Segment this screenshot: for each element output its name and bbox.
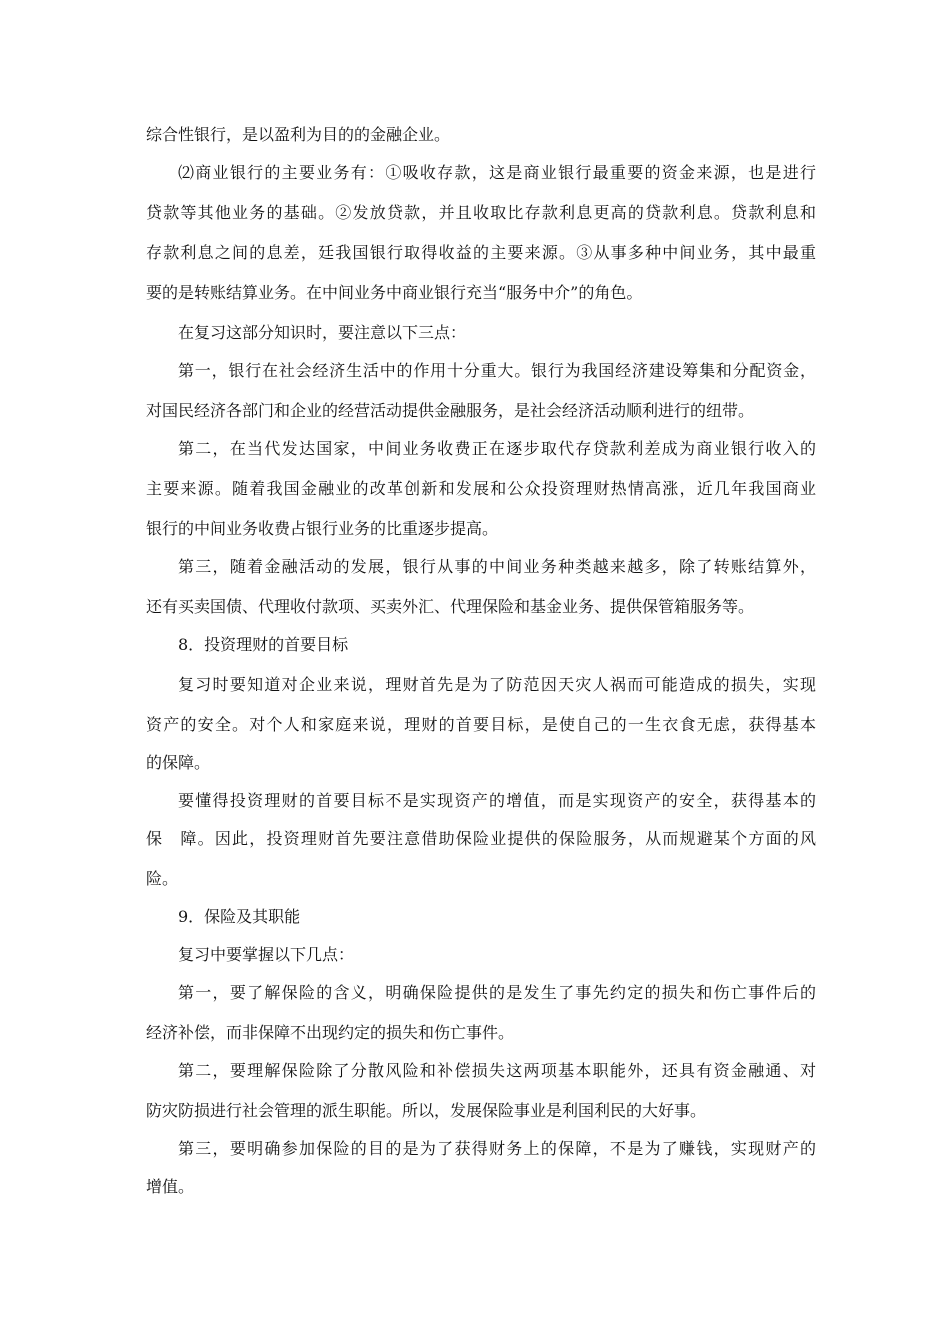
text-line: 复习时要知道对企业来说，理财首先是为了防范因天灾人祸而可能造成的损失，实现 [178, 675, 816, 694]
text-line: 贷款等其他业务的基础。②发放贷款，并且收取比存款利息更高的贷款利息。贷款利息和 [146, 203, 816, 222]
text-line: 要的是转账结算业务。在中间业务中商业银行充当“服务中介”的角色。 [146, 283, 643, 302]
text-line: 复习中要掌握以下几点： [178, 945, 355, 964]
text-line: 第三，随着金融活动的发展，银行从事的中间业务种类越来越多，除了转账结算外， [178, 557, 816, 576]
section-heading: 9．保险及其职能 [178, 907, 301, 926]
text-line: 保 障。因此，投资理财首先要注意借助保险业提供的保险服务，从而规避某个方面的风 [146, 829, 816, 848]
section-heading: 8．投资理财的首要目标 [178, 635, 349, 654]
text-line: 第一，银行在社会经济生活中的作用十分重大。银行为我国经济建设筹集和分配资金， [178, 361, 816, 380]
text-line: 增值。 [146, 1177, 195, 1196]
text-line: 银行的中间业务收费占银行业务的比重逐步提高。 [146, 519, 499, 538]
text-line: 在复习这部分知识时，要注意以下三点： [178, 323, 467, 342]
text-line: 第三，要明确参加保险的目的是为了获得财务上的保障，不是为了赚钱，实现财产的 [178, 1139, 816, 1158]
text-line: 险。 [146, 869, 179, 888]
text-line: 资产的安全。对个人和家庭来说，理财的首要目标，是使自己的一生衣食无虑，获得基本 [146, 715, 816, 734]
text-line: 第一，要了解保险的含义，明确保险提供的是发生了事先约定的损失和伤亡事件后的 [178, 983, 816, 1002]
text-line: 防灾防损进行社会管理的派生职能。所以，发展保险事业是利国利民的大好事。 [146, 1101, 707, 1120]
text-line: 还有买卖国债、代理收付款项、买卖外汇、代理保险和基金业务、提供保管箱服务等。 [146, 597, 755, 616]
text-line: 的保障。 [146, 753, 211, 772]
text-line: 综合性银行，是以盈利为目的的金融企业。 [146, 125, 451, 144]
text-line: ⑵商业银行的主要业务有：①吸收存款，这是商业银行最重要的资金来源，也是进行 [178, 163, 816, 182]
text-line: 经济补偿，而非保障不出现约定的损失和伤亡事件。 [146, 1023, 515, 1042]
text-line: 第二，要理解保险除了分散风险和补偿损失这两项基本职能外，还具有资金融通、对 [178, 1061, 816, 1080]
text-line: 主要来源。随着我国金融业的改革创新和发展和公众投资理财热情高涨，近几年我国商业 [146, 479, 816, 498]
text-line: 对国民经济各部门和企业的经营活动提供金融服务，是社会经济活动顺利进行的纽带。 [146, 401, 755, 420]
text-line: 要懂得投资理财的首要目标不是实现资产的增值，而是实现资产的安全，获得基本的 [178, 791, 816, 810]
text-line: 第二，在当代发达国家，中间业务收费正在逐步取代存贷款利差成为商业银行收入的 [178, 439, 816, 458]
text-line: 存款利息之间的息差，廷我国银行取得收益的主要来源。③从事多种中间业务，其中最重 [146, 243, 816, 262]
